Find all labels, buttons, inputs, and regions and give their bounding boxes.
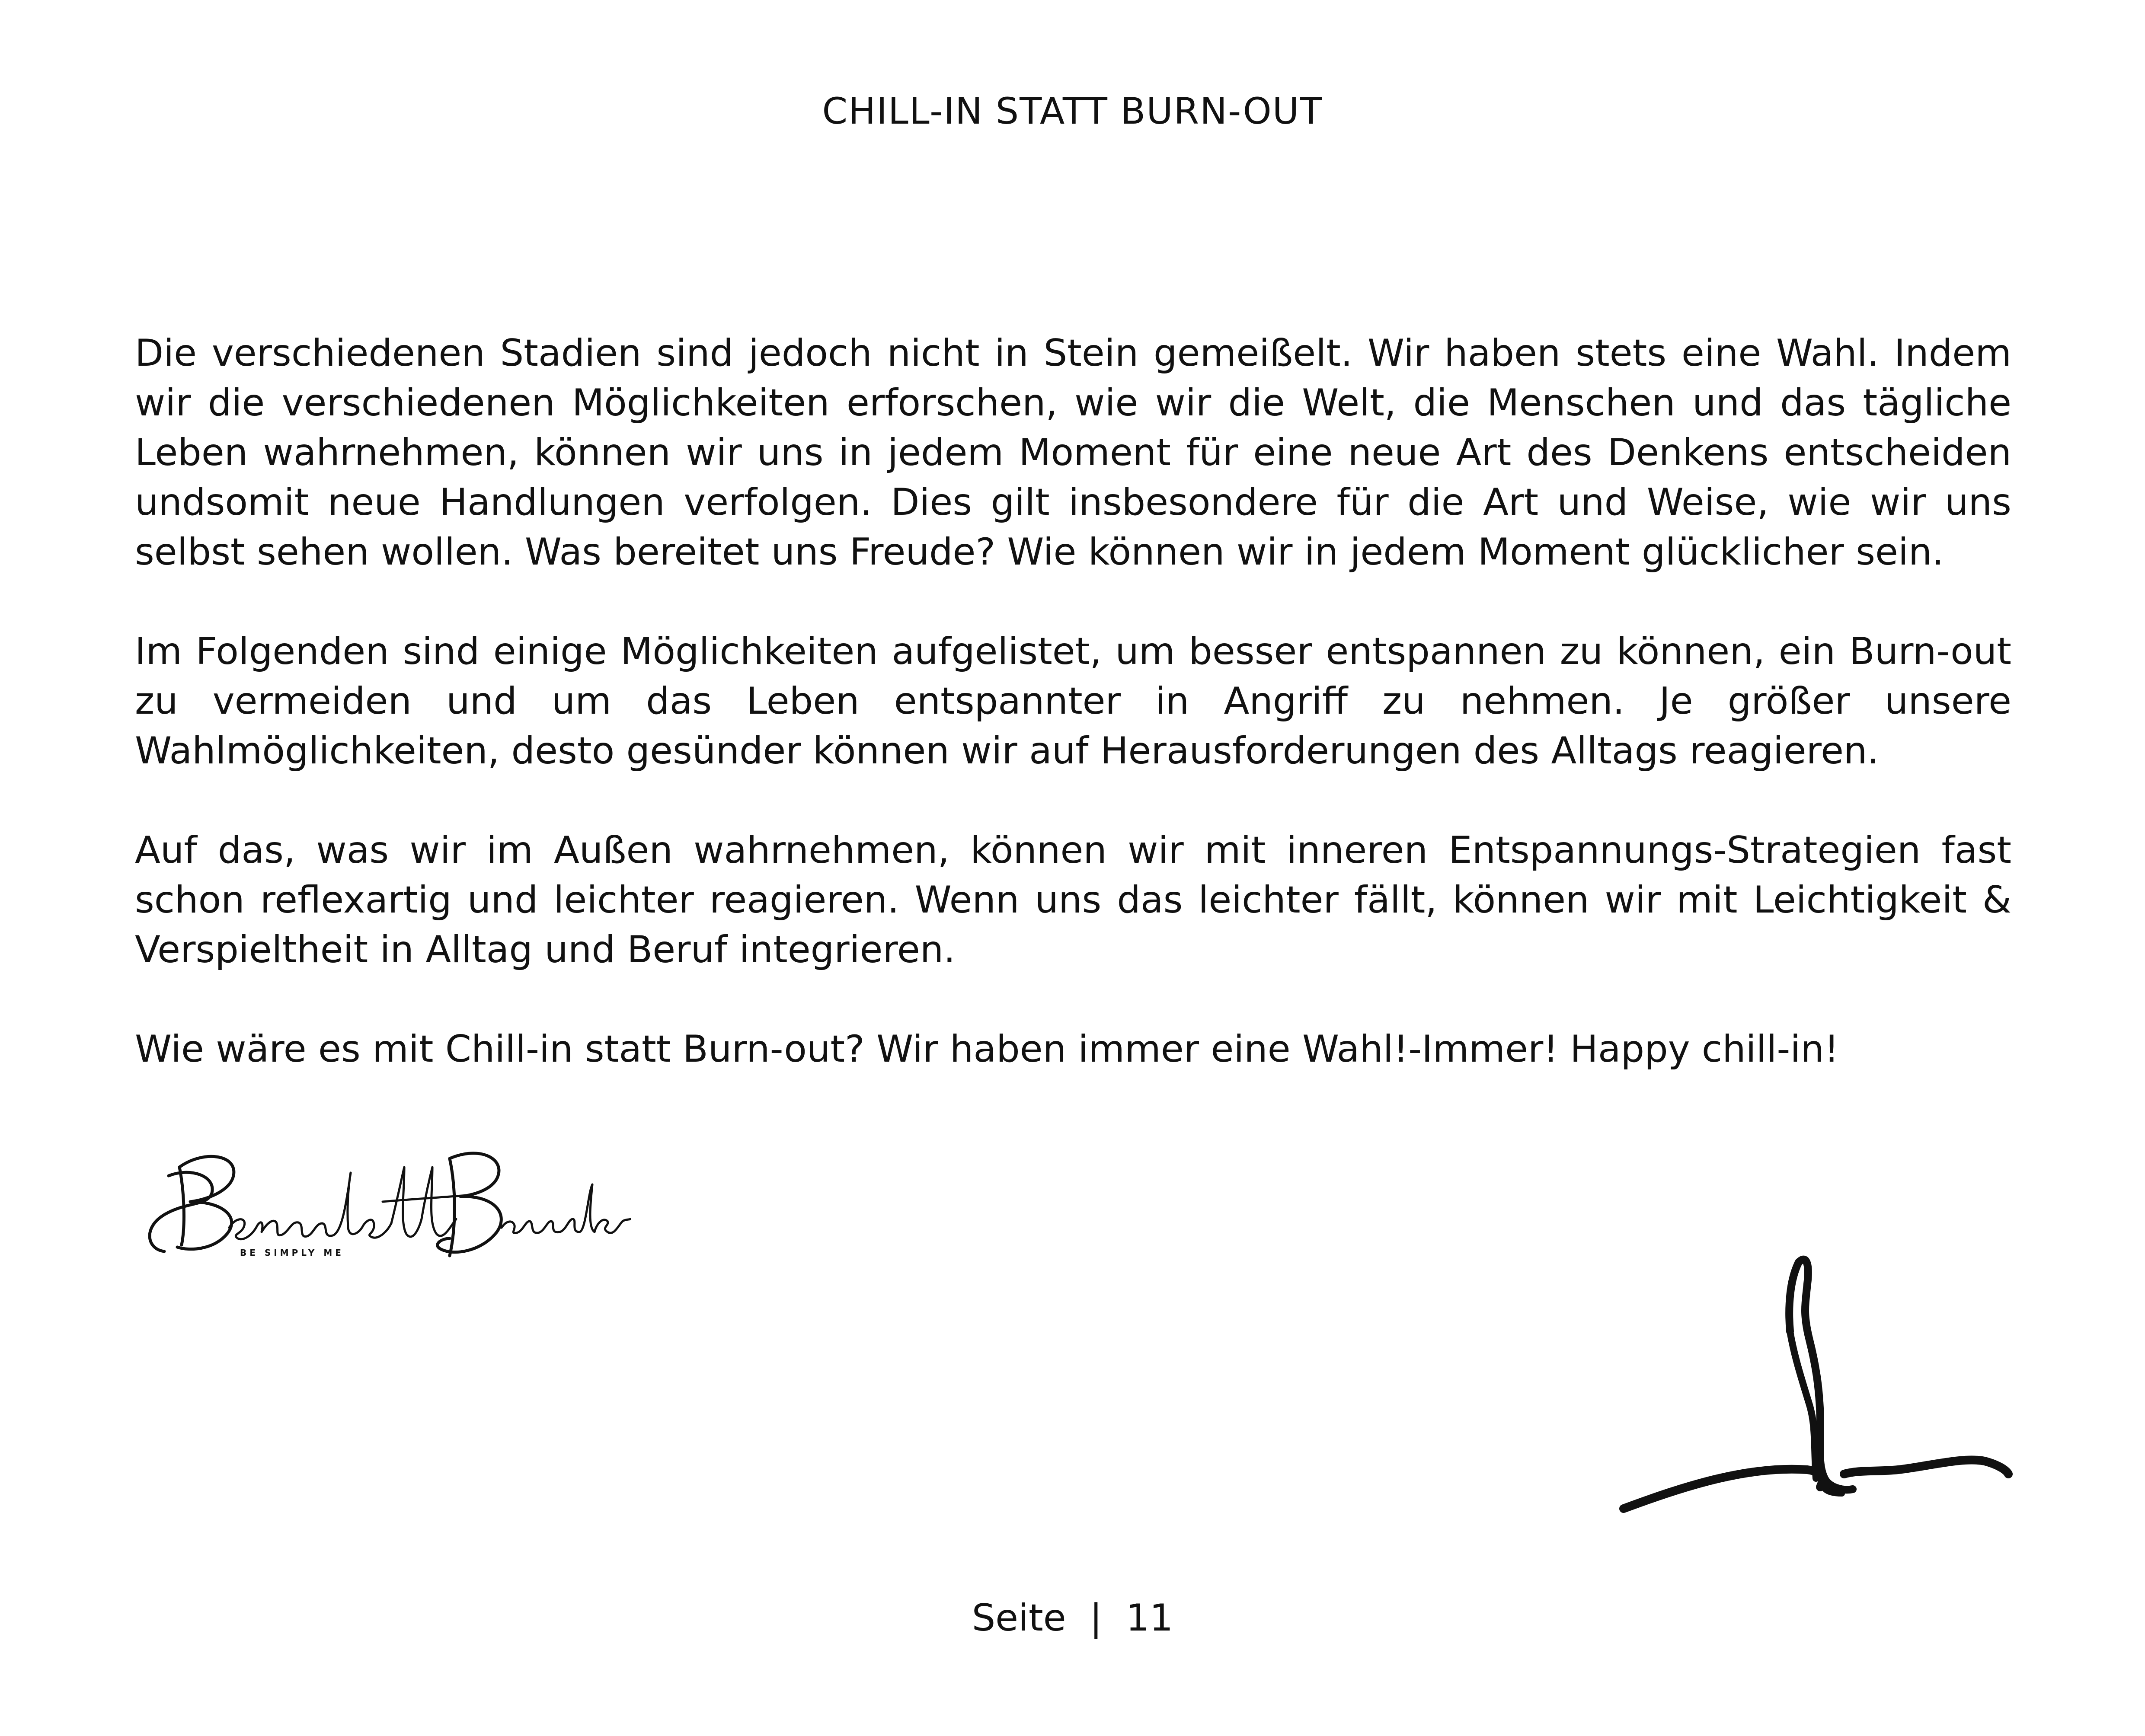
paragraph-2: Im Folgenden sind einige Möglichkeiten aufgelistet, um besser entspannen zu können, ein Burn-out zu vermeiden und um das Leben entspannter in Angriff zu nehmen. Je größer unsere Wahlmöglichkeiten, desto gesünder können wir auf Herausforderungen des Alltags reagieren. <box>135 630 2011 772</box>
page-label: Seite <box>972 1596 1066 1640</box>
yoga-figure-illustration <box>1617 1254 2015 1522</box>
paragraph-4: Wie wäre es mit Chill-in statt Burn-out? Wir haben immer eine Wahl!-Immer! Happy chill-in! <box>135 1028 1839 1071</box>
page-separator: | <box>1090 1596 1103 1640</box>
paragraph-1: Die verschiedenen Stadien sind jedoch nicht in Stein gemeißelt. Wir haben stets eine Wahl. Indem wir die verschiedenen Möglichkeiten erforschen, wie wir die Welt, die Menschen und das tägliche Leben wahrnehmen, können wir uns in jedem Moment für eine neue Art des Denkens entscheiden undsomit neue Handlungen verfolgen. Dies gilt insbesondere für die Art und Weise, wie wir uns selbst sehen wollen. Was bereitet uns Freude? Wie können wir in jedem Moment glücklicher sein. <box>135 332 2011 574</box>
page-footer <box>0 1596 2145 1640</box>
signature-tagline: BE SIMPLY ME <box>240 1248 344 1258</box>
paragraph-3: Auf das, was wir im Außen wahrnehmen, können wir mit inneren Entspannungs-Strategien fast schon reflexartig und leichter reagieren. Wenn uns das leichter fällt, können wir mit Leichtigkeit & Verspieltheit in Alltag und Beruf integrieren. <box>135 829 2011 971</box>
body-text <box>135 329 2011 1124</box>
page-number: 11 <box>1125 1596 1173 1640</box>
signature-logo <box>138 1141 631 1267</box>
running-header: CHILL-IN STATT BURN-OUT <box>822 90 1323 132</box>
